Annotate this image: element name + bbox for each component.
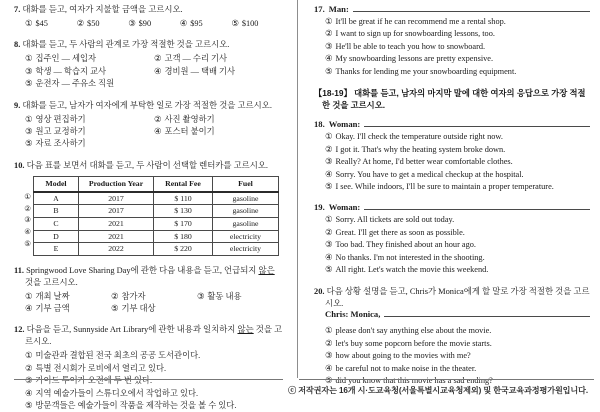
- row-marker[interactable]: ①: [24, 192, 31, 202]
- footer-rule-right: [299, 379, 594, 380]
- choice-item[interactable]: [325, 350, 590, 362]
- question-12-stem: [14, 324, 283, 348]
- question-7-choices: [14, 18, 283, 30]
- table-header-row: [34, 176, 279, 192]
- choice-item[interactable]: [325, 214, 590, 226]
- choice-text: 활동 내용: [207, 291, 242, 301]
- question-20-stem-text: 다음 상황 설명을 듣고, Chris가 Monica에게 할 말로 가장 적절한 것을 고르시오.: [325, 286, 590, 308]
- question-17-choices: [314, 16, 590, 78]
- choice-text: He'll be able to teach you how to snowboard.: [335, 41, 486, 51]
- choice-marker: ④: [325, 363, 333, 373]
- question-10: [14, 160, 283, 256]
- choice-marker: ④: [325, 252, 333, 262]
- choice-item[interactable]: [180, 18, 232, 30]
- choice-text: 운전자 — 주유소 직원: [35, 79, 115, 89]
- choice-item[interactable]: [325, 66, 590, 78]
- answer-blank-line: [364, 202, 590, 210]
- choice-marker: ③: [25, 126, 33, 136]
- choice-marker: ②: [325, 338, 333, 348]
- choice-item[interactable]: [25, 66, 154, 78]
- choice-text: 경비원 — 택배 기사: [164, 66, 236, 76]
- choice-text: 기부 대상: [121, 304, 156, 313]
- table-row[interactable]: [34, 217, 279, 230]
- question-9-stem: [14, 100, 283, 112]
- choice-marker: ④: [325, 169, 333, 179]
- choice-marker: ①: [25, 291, 33, 301]
- question-8: [14, 39, 283, 90]
- cell-fee: $ 110: [154, 192, 213, 205]
- choice-text: how about going to the movies with me?: [335, 351, 471, 361]
- choice-item[interactable]: [325, 16, 590, 28]
- question-7: [14, 4, 283, 30]
- question-20-stem: [314, 286, 590, 310]
- row-marker[interactable]: ③: [24, 215, 31, 225]
- choice-text: $95: [190, 18, 203, 28]
- question-11-negation-word: 않은: [258, 265, 275, 275]
- choice-text: 지역 예술가들이 스튜디오에서 작업하고 있다.: [35, 388, 199, 398]
- cell-model: D: [34, 230, 79, 243]
- question-20: [314, 286, 590, 388]
- choice-marker: ③: [325, 351, 333, 361]
- choice-marker: ③: [196, 291, 205, 301]
- choice-text: let's buy some popcorn before the movie starts.: [335, 338, 492, 348]
- question-19: [314, 202, 590, 276]
- choice-item[interactable]: [325, 239, 590, 251]
- choice-text: 고객 — 수리 기사: [164, 54, 228, 64]
- choice-text: It'll be great if he can recommend me a rental shop.: [335, 17, 506, 26]
- question-11: [14, 265, 283, 316]
- question-12-number: 12.: [14, 325, 25, 335]
- cell-model: B: [34, 205, 79, 218]
- choice-text: did you know that this movie has a sad ending?: [335, 376, 493, 386]
- choice-marker: ④: [154, 66, 162, 76]
- choice-marker: ③: [25, 376, 33, 386]
- choice-marker: ④: [325, 54, 333, 64]
- choice-marker: ⑤: [325, 376, 333, 386]
- question-18-choices: [314, 131, 590, 193]
- choice-item[interactable]: [197, 291, 283, 303]
- choice-text: Sorry. All tickets are sold out today.: [335, 215, 455, 225]
- cell-model: E: [34, 243, 79, 256]
- choice-item[interactable]: [154, 114, 283, 126]
- choice-item[interactable]: [111, 303, 197, 315]
- column-header-rental-fee: Rental Fee: [154, 176, 213, 192]
- question-17-prompt: [314, 4, 590, 14]
- choice-marker: ①: [325, 215, 333, 225]
- row-marker[interactable]: ④: [24, 227, 31, 237]
- cell-fuel: gasoline: [213, 205, 279, 218]
- question-11-number: 11.: [14, 265, 25, 275]
- choice-marker: ⑤: [25, 401, 33, 411]
- choice-item[interactable]: [25, 114, 154, 126]
- choice-text: $45: [35, 18, 48, 28]
- question-17: [314, 4, 590, 78]
- question-9: [14, 100, 283, 151]
- choice-text: Thanks for lending me your snowboarding equipment.: [335, 66, 517, 76]
- choice-marker: ②: [110, 291, 119, 301]
- choice-text: 영상 편집하기: [35, 114, 86, 124]
- question-11-choices: [14, 291, 283, 316]
- choice-item[interactable]: [325, 41, 590, 53]
- question-20-number: 20.: [314, 286, 325, 296]
- choice-marker: ③: [325, 41, 333, 51]
- choice-item[interactable]: [325, 169, 590, 181]
- choice-item[interactable]: [25, 126, 154, 138]
- choice-item[interactable]: [325, 28, 590, 40]
- question-9-choices: [14, 114, 283, 151]
- choice-text: $90: [138, 18, 152, 28]
- choice-text: 집주인 — 세입자: [35, 54, 96, 64]
- choice-item[interactable]: [128, 18, 180, 30]
- choice-marker: ①: [25, 351, 33, 361]
- choice-item[interactable]: [25, 78, 154, 90]
- choice-marker: ③: [25, 66, 33, 76]
- choice-item[interactable]: [111, 291, 197, 303]
- choice-text: 미술관과 결합된 전국 최초의 공공 도서관이다.: [35, 351, 201, 361]
- question-7-stem-text: 대화를 듣고, 여자가 지불할 금액을 고르시오.: [22, 5, 183, 14]
- row-marker[interactable]: ②: [24, 203, 31, 213]
- choice-text: 가이드 투어가 오전에 두 번 있다.: [35, 376, 153, 386]
- spacer: [314, 320, 590, 323]
- choice-text: I got it. That's why the heating system broke down.: [335, 144, 506, 154]
- choice-marker: ①: [325, 17, 333, 26]
- choice-marker: ②: [76, 18, 85, 28]
- choice-text: I see. While indoors, I'll be sure to maintain a proper temperature.: [335, 181, 554, 191]
- question-11-stem: [14, 265, 283, 289]
- choice-text: 학생 — 학습지 교사: [35, 66, 107, 76]
- question-11-stem-part-1: Springwood Love Sharing Day에 관한 다음 내용을 듣고, 언급되지: [26, 265, 259, 275]
- choice-item[interactable]: [25, 18, 77, 30]
- choice-item[interactable]: [325, 131, 590, 143]
- choice-text: 포스터 붙이기: [164, 126, 215, 136]
- choice-text: Really? At home, I'd better wear comfortable clothes.: [335, 157, 513, 167]
- left-column: [0, 0, 297, 411]
- choice-item[interactable]: [154, 126, 283, 138]
- choice-item[interactable]: [325, 181, 590, 193]
- choice-text: 개최 날짜: [35, 291, 70, 301]
- question-7-number: 7.: [14, 5, 21, 14]
- choice-marker: ④: [154, 126, 162, 136]
- choice-marker: ②: [325, 144, 333, 154]
- question-10-stem-text: 다음 표를 보면서 대화를 듣고, 두 사람이 선택할 렌터카를 고르시오.: [26, 160, 269, 170]
- cell-fee: $ 220: [154, 243, 213, 256]
- choice-marker: ②: [325, 227, 333, 237]
- cell-year: 2021: [79, 230, 154, 243]
- choice-item[interactable]: [25, 350, 283, 362]
- choice-item[interactable]: [231, 18, 283, 30]
- question-19-speaker-label: Woman:: [328, 202, 361, 213]
- choice-text: $100: [241, 18, 259, 28]
- choice-item[interactable]: [25, 138, 154, 150]
- choice-marker: ①: [25, 54, 33, 64]
- question-18: [314, 119, 590, 193]
- choice-text: All right. Let's watch the movie this weekend.: [335, 265, 489, 275]
- choice-marker: ①: [25, 18, 33, 28]
- choice-marker: ⑤: [25, 79, 33, 89]
- answer-blank-line: [353, 4, 590, 12]
- question-12: [14, 324, 283, 412]
- table-row[interactable]: [34, 243, 279, 256]
- choice-marker: ②: [25, 363, 33, 373]
- question-18-speaker-label: Woman:: [328, 119, 361, 130]
- choice-text: please don't say anything else about the movie.: [335, 326, 492, 336]
- row-marker[interactable]: ⑤: [24, 238, 31, 248]
- choice-text: 사진 촬영하기: [164, 114, 215, 124]
- cell-model: A: [34, 192, 79, 205]
- cell-fee: $ 180: [154, 230, 213, 243]
- cell-fuel: electricity: [213, 243, 279, 256]
- choice-text: Too bad. They finished about an hour ago.: [335, 240, 476, 250]
- footer-copyright: ⓒ 저작권자는 16개 시·도교육청(서울특별시교육청제외) 및 한국교육과정평가원입니다.: [288, 386, 588, 395]
- column-header-model: Model: [34, 176, 79, 192]
- choice-marker: ①: [325, 132, 333, 142]
- choice-marker: ⑤: [325, 265, 333, 275]
- choice-item[interactable]: [325, 227, 590, 239]
- choice-marker: ②: [154, 114, 162, 124]
- choice-item[interactable]: [325, 325, 590, 337]
- cell-fuel: electricity: [213, 230, 279, 243]
- choice-text: I want to sign up for snowboarding lessons, too.: [335, 29, 495, 39]
- rental-table-row-markers: [14, 176, 33, 249]
- choice-item[interactable]: [154, 53, 283, 65]
- choice-marker: ②: [325, 29, 333, 39]
- choice-marker: ①: [25, 114, 33, 124]
- question-10-number: 10.: [14, 160, 25, 170]
- question-20-prompt: [314, 309, 590, 319]
- choice-marker: ⑤: [25, 139, 33, 149]
- choice-marker: ③: [128, 18, 136, 28]
- question-9-number: 9.: [14, 100, 21, 110]
- choice-item[interactable]: [25, 291, 111, 303]
- question-8-choices: [14, 53, 283, 90]
- choice-marker: ③: [325, 240, 333, 250]
- question-18-prompt: [314, 119, 590, 129]
- question-8-number: 8.: [14, 40, 21, 50]
- cell-fuel: gasoline: [213, 192, 279, 205]
- choice-marker: ⑤: [325, 66, 333, 76]
- choice-marker: ④: [179, 18, 188, 28]
- question-17-speaker-label: Man:: [328, 4, 349, 14]
- choice-marker: ④: [25, 388, 33, 398]
- table-row[interactable]: [34, 230, 279, 243]
- choice-text: 자료 조사하기: [35, 139, 86, 149]
- choice-item[interactable]: [325, 264, 590, 276]
- question-17-number: 17.: [314, 4, 325, 14]
- choice-marker: ⑤: [110, 304, 119, 313]
- cell-fee: $ 130: [154, 205, 213, 218]
- question-20-speaker-label: Chris: Monica,: [325, 309, 381, 320]
- column-header-fuel: Fuel: [213, 176, 279, 192]
- answer-blank-line: [364, 119, 590, 127]
- choice-text: My snowboarding lessons are pretty expensive.: [335, 54, 494, 64]
- question-18-number: 18.: [314, 119, 325, 130]
- section-heading-18-19: 【18-19】 대화를 듣고, 남자의 마지막 말에 대한 여자의 응답으로 가장 적절한 것을 고르시오.: [314, 88, 586, 111]
- choice-item[interactable]: [325, 338, 590, 350]
- table-row[interactable]: [34, 205, 279, 218]
- question-19-prompt: [314, 202, 590, 212]
- cell-year: 2017: [79, 192, 154, 205]
- choice-text: Great. I'll get there as soon as possible.: [335, 227, 465, 237]
- choice-marker: ④: [25, 304, 33, 313]
- question-11-stem-part-3: 것을 고르시오.: [25, 277, 78, 287]
- choice-marker: ⑤: [325, 181, 333, 191]
- choice-text: 방문객들은 예술가들이 작품을 제작하는 것을 볼 수 있다.: [35, 401, 237, 411]
- column-header-production-year: Production Year: [79, 176, 154, 192]
- choice-marker: ②: [154, 54, 162, 64]
- rental-car-table-wrap: [14, 176, 283, 256]
- cell-year: 2021: [79, 217, 154, 230]
- question-9-stem-text: 대화를 듣고, 남자가 여자에게 부탁한 일로 가장 적절한 것을 고르시오.: [22, 100, 272, 110]
- choice-text: $50: [87, 18, 100, 28]
- choice-item[interactable]: [25, 400, 283, 412]
- choice-item[interactable]: [154, 66, 283, 78]
- question-12-choices: [14, 350, 283, 412]
- table-row[interactable]: [34, 192, 279, 205]
- choice-item[interactable]: [25, 303, 111, 315]
- right-column: [297, 0, 600, 386]
- choice-text: 기부 금액: [35, 304, 70, 313]
- question-12-negation-word: 않는: [237, 325, 254, 335]
- question-10-stem: [14, 160, 283, 172]
- choice-text: 원고 교정하기: [35, 126, 86, 136]
- rental-car-table: [33, 176, 279, 256]
- answer-blank-line: [384, 309, 590, 317]
- choice-text: 특별 전시회가 로비에서 열리고 있다.: [35, 363, 167, 373]
- footer-rule-left: [14, 379, 283, 380]
- question-19-choices: [314, 214, 590, 276]
- choice-marker: ③: [325, 157, 333, 167]
- cell-year: 2022: [79, 243, 154, 256]
- choice-marker: ⑤: [231, 18, 239, 28]
- choice-item[interactable]: [25, 363, 283, 375]
- question-19-number: 19.: [314, 202, 325, 213]
- question-12-stem-part-1: 다음을 듣고, Sunnyside Art Library에 관한 내용과 일치하지: [26, 325, 238, 335]
- cell-fuel: gasoline: [213, 217, 279, 230]
- choice-text: Okay. I'll check the temperature outside right now.: [335, 132, 503, 142]
- question-12-stem-part-3: 것을 고르시오.: [25, 325, 283, 347]
- choice-item[interactable]: [77, 18, 129, 30]
- cell-model: C: [34, 217, 79, 230]
- choice-text: Sorry. You have to get a medical checkup at the hospital.: [335, 169, 524, 179]
- choice-item[interactable]: [325, 53, 590, 65]
- choice-item[interactable]: [325, 156, 590, 168]
- cell-year: 2017: [79, 205, 154, 218]
- choice-text: No thanks. I'm not interested in the shooting.: [335, 252, 485, 262]
- choice-item[interactable]: [325, 363, 590, 375]
- choice-item[interactable]: [25, 53, 154, 65]
- cell-fee: $ 170: [154, 217, 213, 230]
- choice-item[interactable]: [325, 252, 590, 264]
- choice-marker: ①: [325, 326, 333, 336]
- question-7-stem: [14, 4, 283, 16]
- question-8-stem: [14, 39, 283, 51]
- question-8-stem-text: 대화를 듣고, 두 사람의 관계로 가장 적절한 것을 고르시오.: [22, 40, 230, 50]
- choice-text: 참가자: [121, 291, 146, 301]
- choice-item[interactable]: [325, 144, 590, 156]
- choice-text: be careful not to make noise in the theater.: [335, 363, 477, 373]
